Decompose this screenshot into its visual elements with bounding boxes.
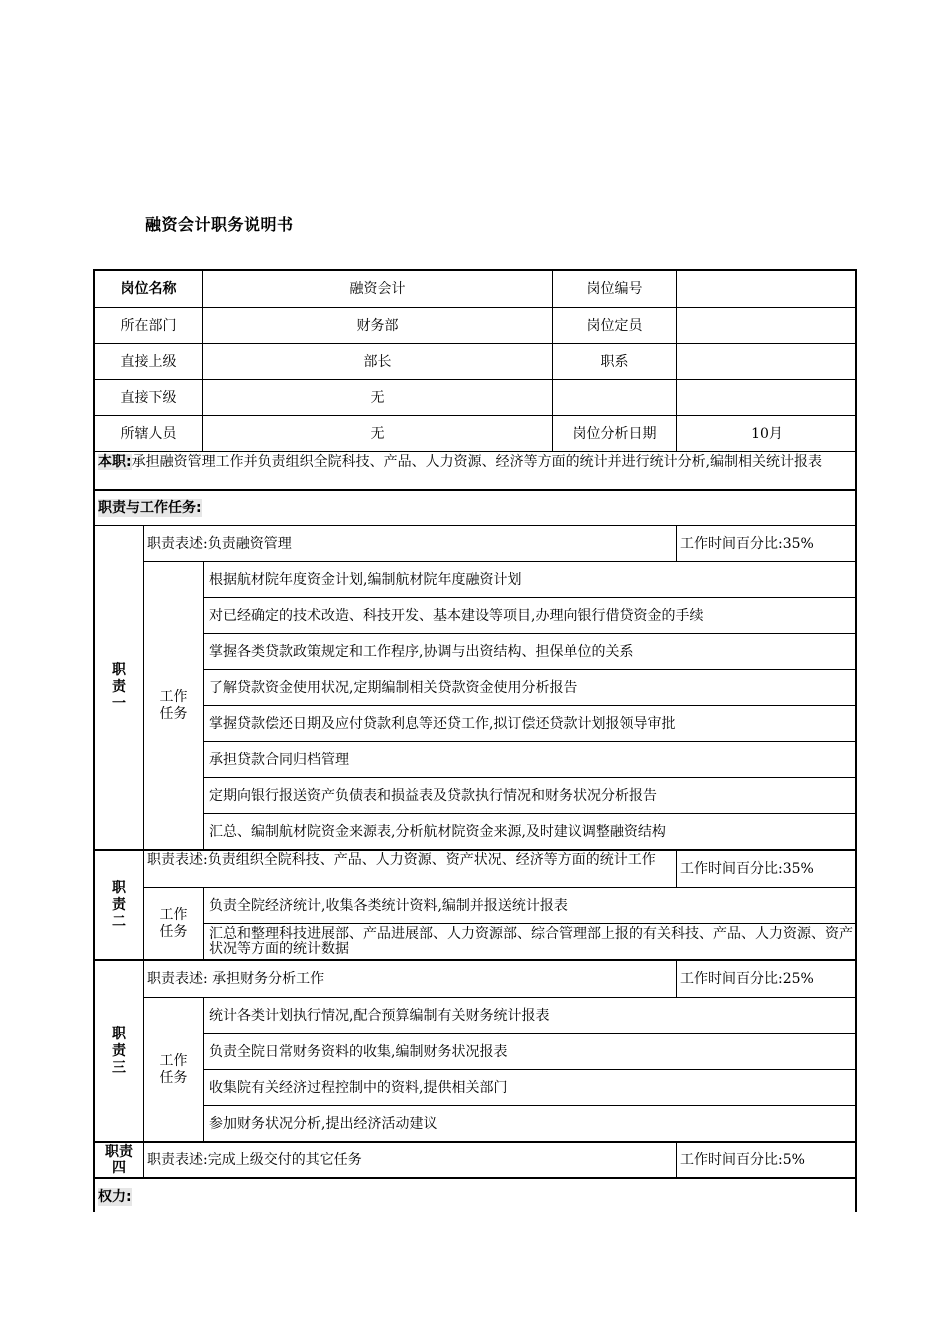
duty-2-task-label [143, 887, 203, 959]
duty-2-task-label-text: 工作任务 [159, 906, 188, 940]
superior-label: 直接上级 [95, 343, 202, 379]
duty-2-label [95, 849, 143, 959]
duty-2-label-text: 职责二 [112, 879, 126, 930]
duty-1-task-7: 定期向银行报送资产负债表和损益表及贷款执行情况和财务状况分析报告 [203, 777, 857, 813]
authority-label: 权力: [98, 1188, 132, 1205]
headcount-value [676, 307, 857, 343]
duties-section-header [95, 489, 857, 525]
duty-4-description: 职责表述:完成上级交付的其它任务 [143, 1141, 676, 1177]
analysis-date-value: 10月 [676, 415, 857, 451]
duty-2-description: 职责表述:负责组织全院科技、产品、人力资源、资产状况、经济等方面的统计工作 [143, 849, 676, 887]
duty-summary-text: 承担融资管理工作并负责组织全院科技、产品、人力资源、经济等方面的统计并进行统计分析,编制相关统计报表 [131, 454, 823, 470]
duty-summary [95, 451, 857, 489]
document-title: 融资会计职务说明书 [145, 215, 294, 234]
subordinate-label: 直接下级 [95, 379, 202, 415]
duty-1-task-2: 对已经确定的技术改造、科技开发、基本建设等项目,办理向银行借贷资金的手续 [203, 597, 857, 633]
position-name-label: 岗位名称 [120, 281, 177, 297]
duty-3-task-label [143, 997, 203, 1141]
duty-3-description: 职责表述: 承担财务分析工作 [143, 959, 676, 997]
duty-4-label [95, 1141, 143, 1177]
duty-summary-label: 本职: [98, 454, 132, 470]
duty-2-time: 工作时间百分比:35% [676, 849, 857, 887]
duty-4-time: 工作时间百分比:5% [676, 1141, 857, 1177]
duty-2-task-1: 负责全院经济统计,收集各类统计资料,编制并报送统计报表 [203, 887, 857, 923]
managed-label: 所辖人员 [95, 415, 202, 451]
duty-1-description: 职责表述:负责融资管理 [143, 525, 676, 561]
position-code-value [676, 271, 857, 307]
empty-value-cell [676, 379, 857, 415]
position-code-label: 岗位编号 [552, 271, 676, 307]
analysis-date-label: 岗位分析日期 [552, 415, 676, 451]
duty-1-time: 工作时间百分比:35% [676, 525, 857, 561]
department-value: 财务部 [202, 307, 552, 343]
duty-4-label-text: 职责四 [105, 1144, 133, 1176]
duty-1-label-text: 职责一 [112, 662, 126, 712]
job-description-table [93, 269, 857, 1212]
duty-2-task-2: 汇总和整理科技进展部、产品进展部、人力资源部、综合管理部上报的有关科技、产品、人力资源、资产状况等方面的统计数据 [203, 923, 857, 959]
duty-1-task-5: 掌握贷款偿还日期及应付贷款利息等还贷工作,拟订偿还贷款计划报领导审批 [203, 705, 857, 741]
duty-1-task-4: 了解贷款资金使用状况,定期编制相关贷款资金使用分析报告 [203, 669, 857, 705]
duty-3-task-label-text: 工作任务 [159, 1052, 188, 1086]
duty-1-label [95, 525, 143, 849]
duty-3-task-2: 负责全院日常财务资料的收集,编制财务状况报表 [203, 1033, 857, 1069]
duty-3-task-3: 收集院有关经济过程控制中的资料,提供相关部门 [203, 1069, 857, 1105]
duty-1-task-label-text: 工作任务 [159, 688, 188, 722]
duty-3-task-1: 统计各类计划执行情况,配合预算编制有关财务统计报表 [203, 997, 857, 1033]
empty-label-cell [552, 379, 676, 415]
duty-1-task-1: 根据航材院年度资金计划,编制航材院年度融资计划 [203, 561, 857, 597]
duty-3-task-4: 参加财务状况分析,提出经济活动建议 [203, 1105, 857, 1141]
duty-3-time: 工作时间百分比:25% [676, 959, 857, 997]
department-label: 所在部门 [95, 307, 202, 343]
duty-1-task-label [143, 561, 203, 849]
series-value [676, 343, 857, 379]
managed-value: 无 [202, 415, 552, 451]
duty-3-label [95, 959, 143, 1141]
duties-section-label: 职责与工作任务: [98, 500, 202, 516]
subordinate-value: 无 [202, 379, 552, 415]
authority-section-header [95, 1177, 857, 1214]
duty-1-task-8: 汇总、编制航材院资金来源表,分析航材院资金来源,及时建议调整融资结构 [203, 813, 857, 849]
duty-3-label-text: 职责三 [112, 1025, 126, 1076]
duty-1-task-6: 承担贷款合同归档管理 [203, 741, 857, 777]
series-label: 职系 [552, 343, 676, 379]
headcount-label: 岗位定员 [552, 307, 676, 343]
duty-1-task-3: 掌握各类贷款政策规定和工作程序,协调与出资结构、担保单位的关系 [203, 633, 857, 669]
superior-value: 部长 [202, 343, 552, 379]
position-name-value: 融资会计 [202, 271, 552, 307]
